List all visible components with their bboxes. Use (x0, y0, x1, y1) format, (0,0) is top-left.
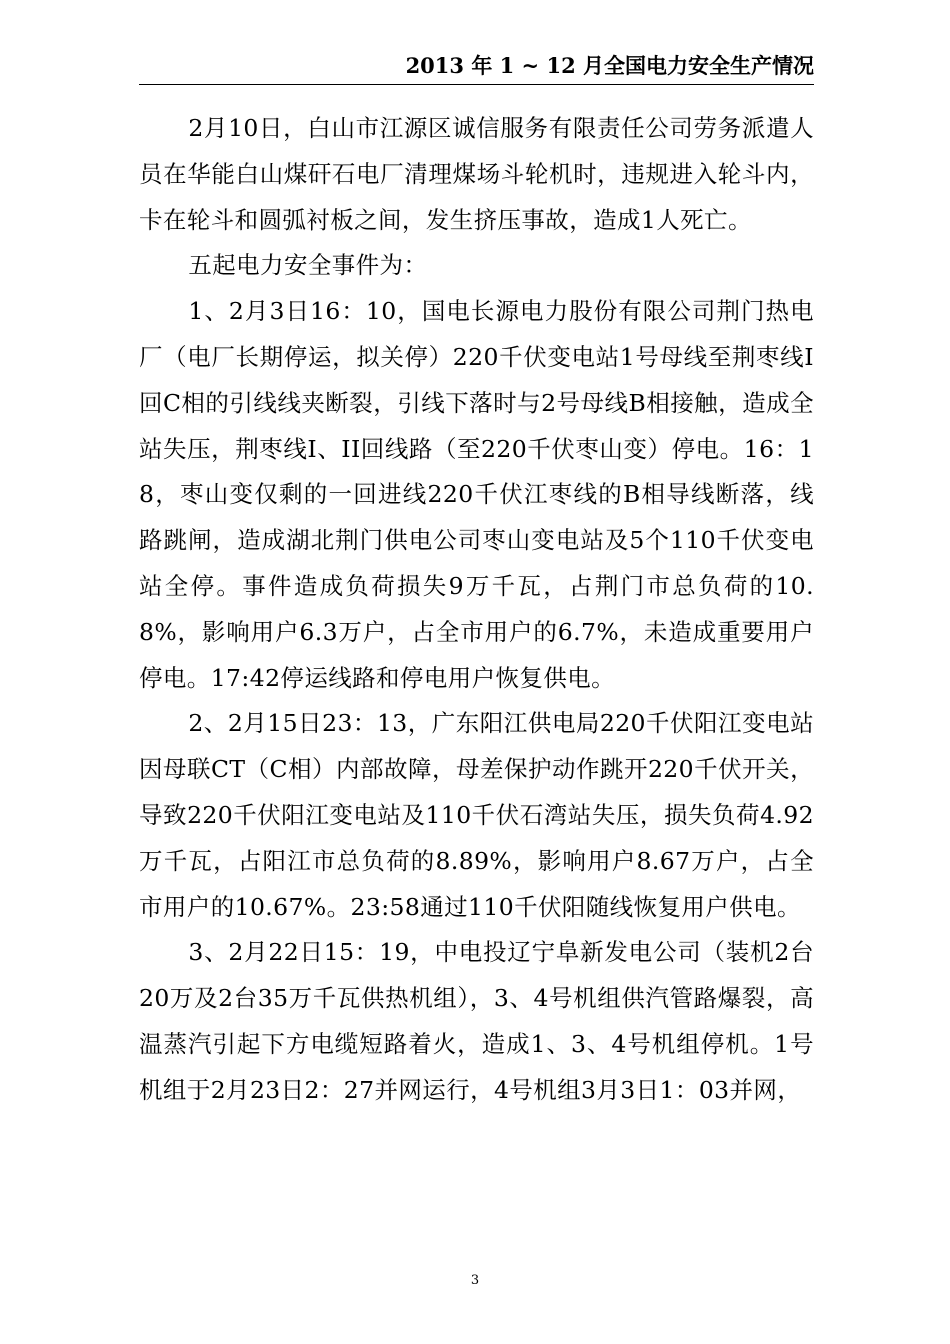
document-body (139, 106, 814, 1114)
paragraph-incident-baishan: 2月10日，白山市江源区诚信服务有限责任公司劳务派遣人员在华能白山煤矸石电厂清理煤场斗轮机时，违规进入轮斗内，卡在轮斗和圆弧衬板之间，发生挤压事故，造成1人死亡。 (139, 114, 814, 234)
paragraph-event-3: 3、2月22日15：19，中电投辽宁阜新发电公司（装机2台20万及2台35万千瓦供热机组），3、4号机组供汽管路爆裂，高温蒸汽引起下方电缆短路着火，造成1、3、4号机组停机。1号机组于2月23日2：27并网运行，4号机组3月3日1：03并网， (139, 938, 814, 1104)
header-title: 2013 年 1 ~ 12 月全国电力安全生产情况 (405, 53, 814, 78)
page-number: 3 (470, 1273, 480, 1288)
paragraph-events-intro: 五起电力安全事件为： (188, 251, 428, 280)
paragraph-event-1: 1、2月3日16：10，国电长源电力股份有限公司荆门热电厂（电厂长期停运，拟关停）220千伏变电站1号母线至荆枣线I回C相的引线线夹断裂，引线下落时与2号母线B相接触，造成全站失压，荆枣线I、II回线路（至220千伏枣山变）停电。16：18，枣山变仅剩的一回进线220千伏江枣线的B相导线断落，线路跳闸，造成湖北荆门供电公司枣山变电站及5个110千伏变电站全停。事件造成负荷损失9万千瓦，占荆门市总负荷的10.8%，影响用户6.3万户，占全市用户的6.7%，未造成重要用户停电。17:42停运线路和停电用户恢复供电。 (139, 297, 814, 692)
paragraph-event-2: 2、2月15日23：13，广东阳江供电局220千伏阳江变电站因母联CT（C相）内部故障，母差保护动作跳开220千伏开关，导致220千伏阳江变电站及110千伏石湾站失压，损失负荷4.92万千瓦，占阳江市总负荷的8.89%，影响用户8.67万户，占全市用户的10.67%。23:58通过110千伏阳随线恢复用户供电。 (139, 709, 814, 921)
running-header (139, 50, 814, 85)
